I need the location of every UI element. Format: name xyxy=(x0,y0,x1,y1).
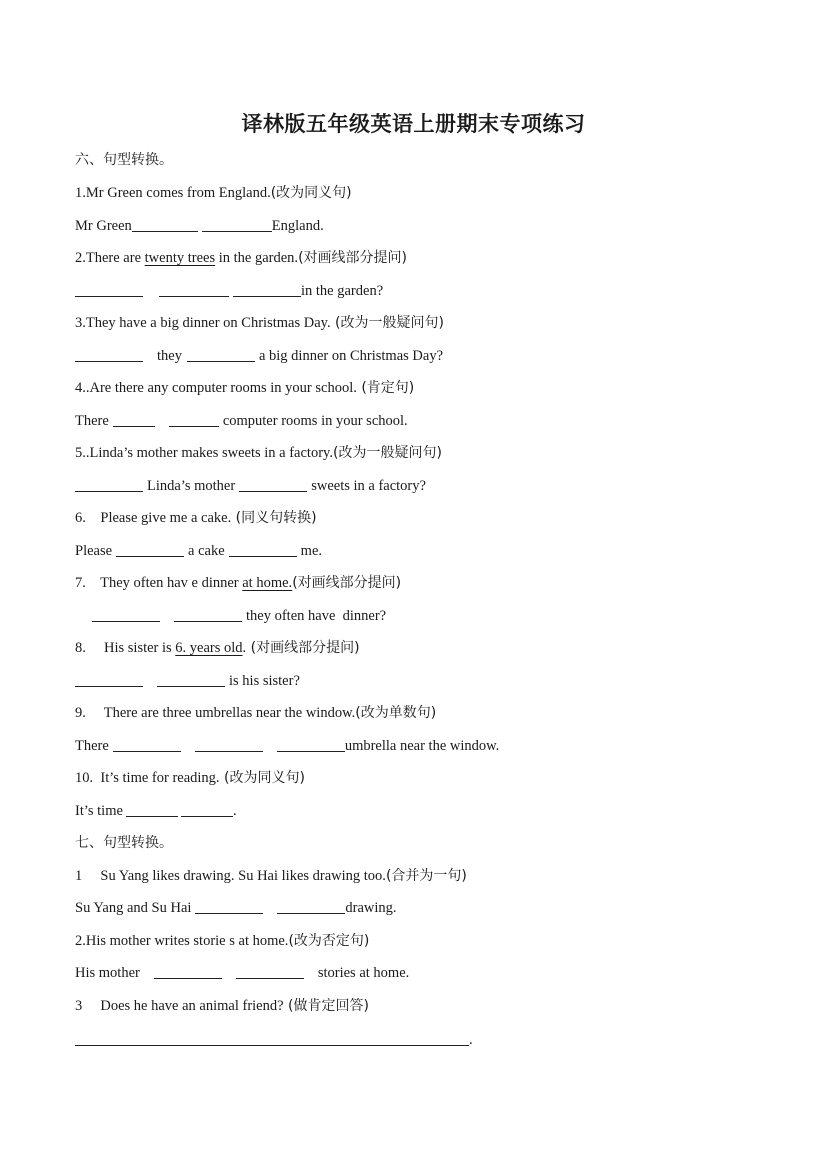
answer-4: There computer rooms in your school. xyxy=(75,413,408,429)
blank[interactable] xyxy=(116,541,184,557)
answer-9: There umbrella near the window. xyxy=(75,738,500,754)
blank[interactable] xyxy=(75,346,143,362)
page-title: 译林版五年级英语上册期末专项练习 xyxy=(241,112,586,136)
blank[interactable] xyxy=(169,411,219,427)
underlined-phrase: 6. years old xyxy=(175,640,243,656)
blank[interactable] xyxy=(174,606,242,622)
blank[interactable] xyxy=(187,346,255,362)
question-10: 10. It’s time for reading. (改为同义句) xyxy=(75,770,305,786)
blank[interactable] xyxy=(157,671,225,687)
question-7: 7. They often hav e dinner at home.(对画线部分提问) xyxy=(75,575,402,591)
answer-7-2: His mother stories at home. xyxy=(75,965,410,981)
answer-10: It’s time . xyxy=(75,803,237,819)
question-5: 5..Linda’s mother makes sweets in a factory.(改为一般疑问句) xyxy=(75,445,442,461)
blank[interactable] xyxy=(229,541,297,557)
blank[interactable] xyxy=(75,281,143,297)
answer-1: Mr Green England. xyxy=(75,218,324,234)
question-2: 2.There are twenty trees in the garden.(对画线部分提问) xyxy=(75,250,407,266)
answer-5: Linda’s mother sweets in a factory? xyxy=(75,476,426,496)
blank[interactable] xyxy=(202,216,272,232)
section-7-heading: 七、句型转换。 xyxy=(75,835,173,851)
answer-7-3: . xyxy=(75,1030,473,1050)
answer-3: they a big dinner on Christmas Day? xyxy=(75,346,443,366)
blank[interactable] xyxy=(126,801,178,817)
question-3: 3.They have a big dinner on Christmas Day. (改为一般疑问句) xyxy=(75,315,444,331)
blank[interactable] xyxy=(277,736,345,752)
blank[interactable] xyxy=(236,963,304,979)
question-7-3: 3 Does he have an animal friend? (做肯定回答) xyxy=(75,998,369,1014)
underlined-phrase: twenty trees xyxy=(144,250,216,266)
section-6-heading: 六、句型转换。 xyxy=(75,152,173,168)
blank[interactable] xyxy=(239,476,307,492)
blank[interactable] xyxy=(154,963,222,979)
blank[interactable] xyxy=(181,801,233,817)
question-7-1: 1 Su Yang likes drawing. Su Hai likes drawing too.(合并为一句) xyxy=(75,868,467,884)
answer-6: Please a cake me. xyxy=(75,543,323,559)
answer-7-1: Su Yang and Su Hai drawing. xyxy=(75,900,397,916)
question-7-2: 2.His mother writes storie s at home.(改为否定句) xyxy=(75,933,370,949)
blank[interactable] xyxy=(277,898,345,914)
question-6: 6. Please give me a cake. (同义句转换) xyxy=(75,510,317,526)
question-9: 9. There are three umbrellas near the window.(改为单数句) xyxy=(75,705,437,721)
blank[interactable] xyxy=(195,736,263,752)
blank[interactable] xyxy=(113,736,181,752)
blank[interactable] xyxy=(75,671,143,687)
blank[interactable] xyxy=(195,898,263,914)
answer-2: in the garden? xyxy=(75,281,383,301)
blank[interactable] xyxy=(75,476,143,492)
answer-7: they often have dinner? xyxy=(92,606,386,626)
question-4: 4..Are there any computer rooms in your school. (肯定句) xyxy=(75,380,415,396)
blank[interactable] xyxy=(113,411,155,427)
blank[interactable] xyxy=(159,281,229,297)
answer-line[interactable] xyxy=(75,1030,469,1046)
blank[interactable] xyxy=(132,216,198,232)
question-8: 8. His sister is 6. years old. (对画线部分提问) xyxy=(75,640,360,656)
answer-8: is his sister? xyxy=(75,671,300,691)
blank[interactable] xyxy=(233,281,301,297)
question-1: 1.Mr Green comes from England.(改为同义句) xyxy=(75,185,352,201)
underlined-phrase: at home. xyxy=(242,575,293,591)
blank[interactable] xyxy=(92,606,160,622)
